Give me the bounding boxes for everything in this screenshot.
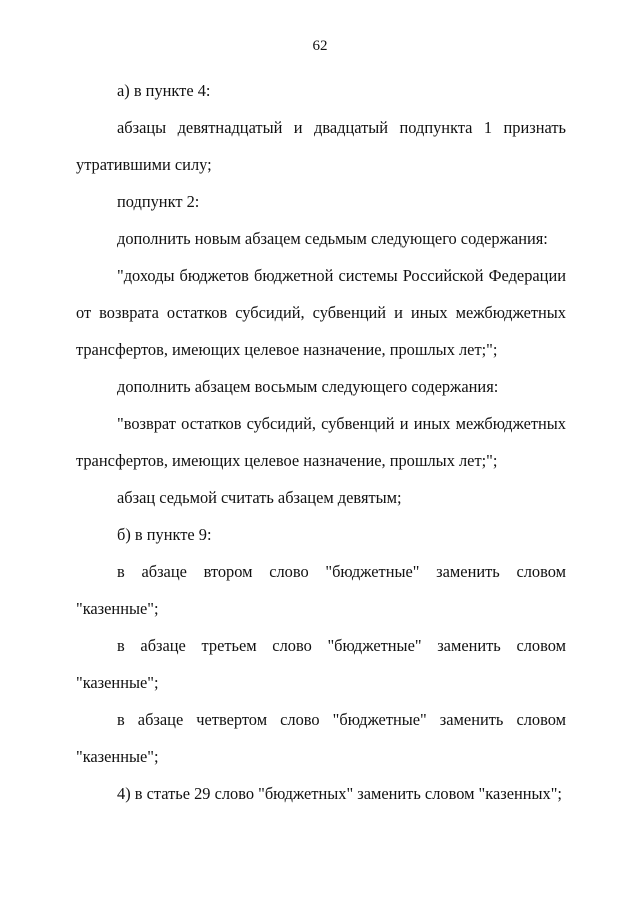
paragraph-subclause-2: подпункт 2: xyxy=(117,192,200,211)
paragraph-article-29: 4) в статье 29 слово "бюджетных" заменить словом "казенных"; xyxy=(117,784,562,803)
paragraph-second-abzac: в абзаце втором слово "бюджетные" заменить словом "казенные"; xyxy=(76,562,566,618)
paragraph-renumber: абзац седьмой считать абзацем девятым; xyxy=(117,488,402,507)
paragraph-repeal-subclause: абзацы девятнадцатый и двадцатый подпункта 1 признать утратившими силу; xyxy=(76,118,566,174)
paragraph-fourth-abzac: в абзаце четвертом слово "бюджетные" заменить словом "казенные"; xyxy=(76,710,566,766)
paragraph-third-abzac: в абзаце третьем слово "бюджетные" заменить словом "казенные"; xyxy=(76,636,566,692)
paragraph-add-seventh: дополнить новым абзацем седьмым следующего содержания: xyxy=(117,229,548,248)
document-body xyxy=(76,72,566,812)
paragraph-quote-return: "возврат остатков субсидий, субвенций и иных межбюджетных трансфертов, имеющих целевое назначение, прошлых лет;"; xyxy=(76,414,566,470)
paragraph-item-b: б) в пункте 9: xyxy=(117,525,212,544)
paragraph-item-a: а) в пункте 4: xyxy=(117,81,211,100)
page-number: 62 xyxy=(312,38,328,54)
paragraph-add-eighth: дополнить абзацем восьмым следующего содержания: xyxy=(117,377,499,396)
paragraph-quote-income: "доходы бюджетов бюджетной системы Российской Федерации от возврата остатков субсидий, субвенций и иных межбюджетных трансфертов, имеющих целевое назначение, прошлых лет;"; xyxy=(76,266,566,359)
